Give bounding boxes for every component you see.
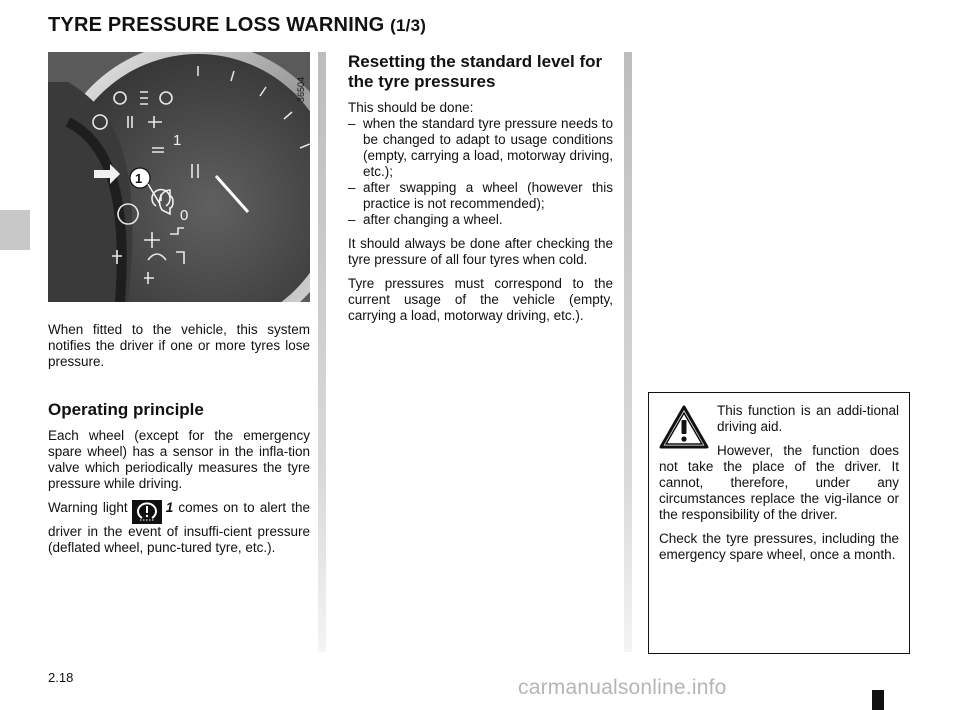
- list-item-text: after swapping a wheel (however this practice is not recommended);: [363, 180, 613, 211]
- left-column: [48, 322, 310, 564]
- column-divider-left: [318, 52, 326, 652]
- cold-check-paragraph: It should always be done after checking the tyre pressure of all four tyres when cold.: [348, 236, 613, 267]
- resetting-heading: Resetting the standard level for the tyre pressures: [348, 52, 603, 91]
- dashboard-illustration: [48, 52, 310, 302]
- column-divider-right: [624, 52, 632, 652]
- warning-box-paragraph-2: However, the function does not take the place of the driver. It cannot, therefore, under any circumstances replace the vig-ilance or the responsibility of the driver.: [659, 443, 899, 522]
- page-title-text: TYRE PRESSURE LOSS WARNING: [48, 14, 385, 36]
- list-dash: –: [348, 180, 356, 195]
- page-title: [48, 14, 426, 37]
- list-item: [348, 212, 613, 228]
- right-column: [348, 52, 613, 332]
- gauge-mark-0: 0: [180, 207, 189, 224]
- page-number: 2.18: [48, 670, 74, 685]
- operating-principle-paragraph: Each wheel (except for the emergency spare wheel) has a sensor in the infla-tion valve which periodically measures the tyre pressure while driving.: [48, 428, 310, 491]
- section-tab: [0, 210, 30, 250]
- warning-triangle-icon: [659, 405, 709, 449]
- gauge-mark-1: 1: [173, 132, 182, 149]
- page-part: (1/3): [390, 16, 427, 35]
- list-dash: –: [348, 116, 356, 131]
- list-item-text: when the standard tyre pressure needs to be changed to adapt to usage conditions (empty, carrying a load, motorway driving, etc.);: [363, 116, 613, 179]
- page-corner-marker: [872, 690, 884, 710]
- warning-box-paragraph-1: This function is an addi-tional driving aid.: [717, 403, 899, 434]
- list-item: [348, 180, 613, 212]
- warning-light-paragraph: [48, 500, 310, 556]
- warning-light-text-before: Warning light: [48, 500, 128, 515]
- intro-paragraph: When fitted to the vehicle, this system notifies the driver if one or more tyres lose pressure.: [48, 322, 310, 369]
- warning-light-text-after: comes on to alert the driver in the event of insuffi-cient pressure (deflated wheel, punc-tured tyre, etc.).: [48, 500, 310, 555]
- tyre-pressure-warning-icon: [132, 500, 162, 524]
- warning-light-reference: 1: [165, 500, 174, 515]
- resetting-lead: This should be done:: [348, 100, 474, 115]
- dashboard-drawing: [48, 52, 310, 302]
- operating-principle-heading: Operating principle: [48, 400, 204, 419]
- list-dash: –: [348, 212, 356, 227]
- list-item: [348, 116, 613, 180]
- list-item-text: after changing a wheel.: [363, 212, 503, 227]
- warning-box-paragraph-3: Check the tyre pressures, including the emergency spare wheel, once a month.: [659, 531, 899, 562]
- usage-paragraph: Tyre pressures must correspond to the current usage of the vehicle (empty, carrying a load, motorway driving, etc.).: [348, 276, 613, 323]
- watermark: carmanualsonline.info: [518, 676, 727, 699]
- callout-number: 1: [135, 171, 143, 186]
- warning-box: [648, 392, 910, 654]
- figure-reference-code: 36504: [296, 76, 306, 102]
- resetting-list: [348, 116, 613, 228]
